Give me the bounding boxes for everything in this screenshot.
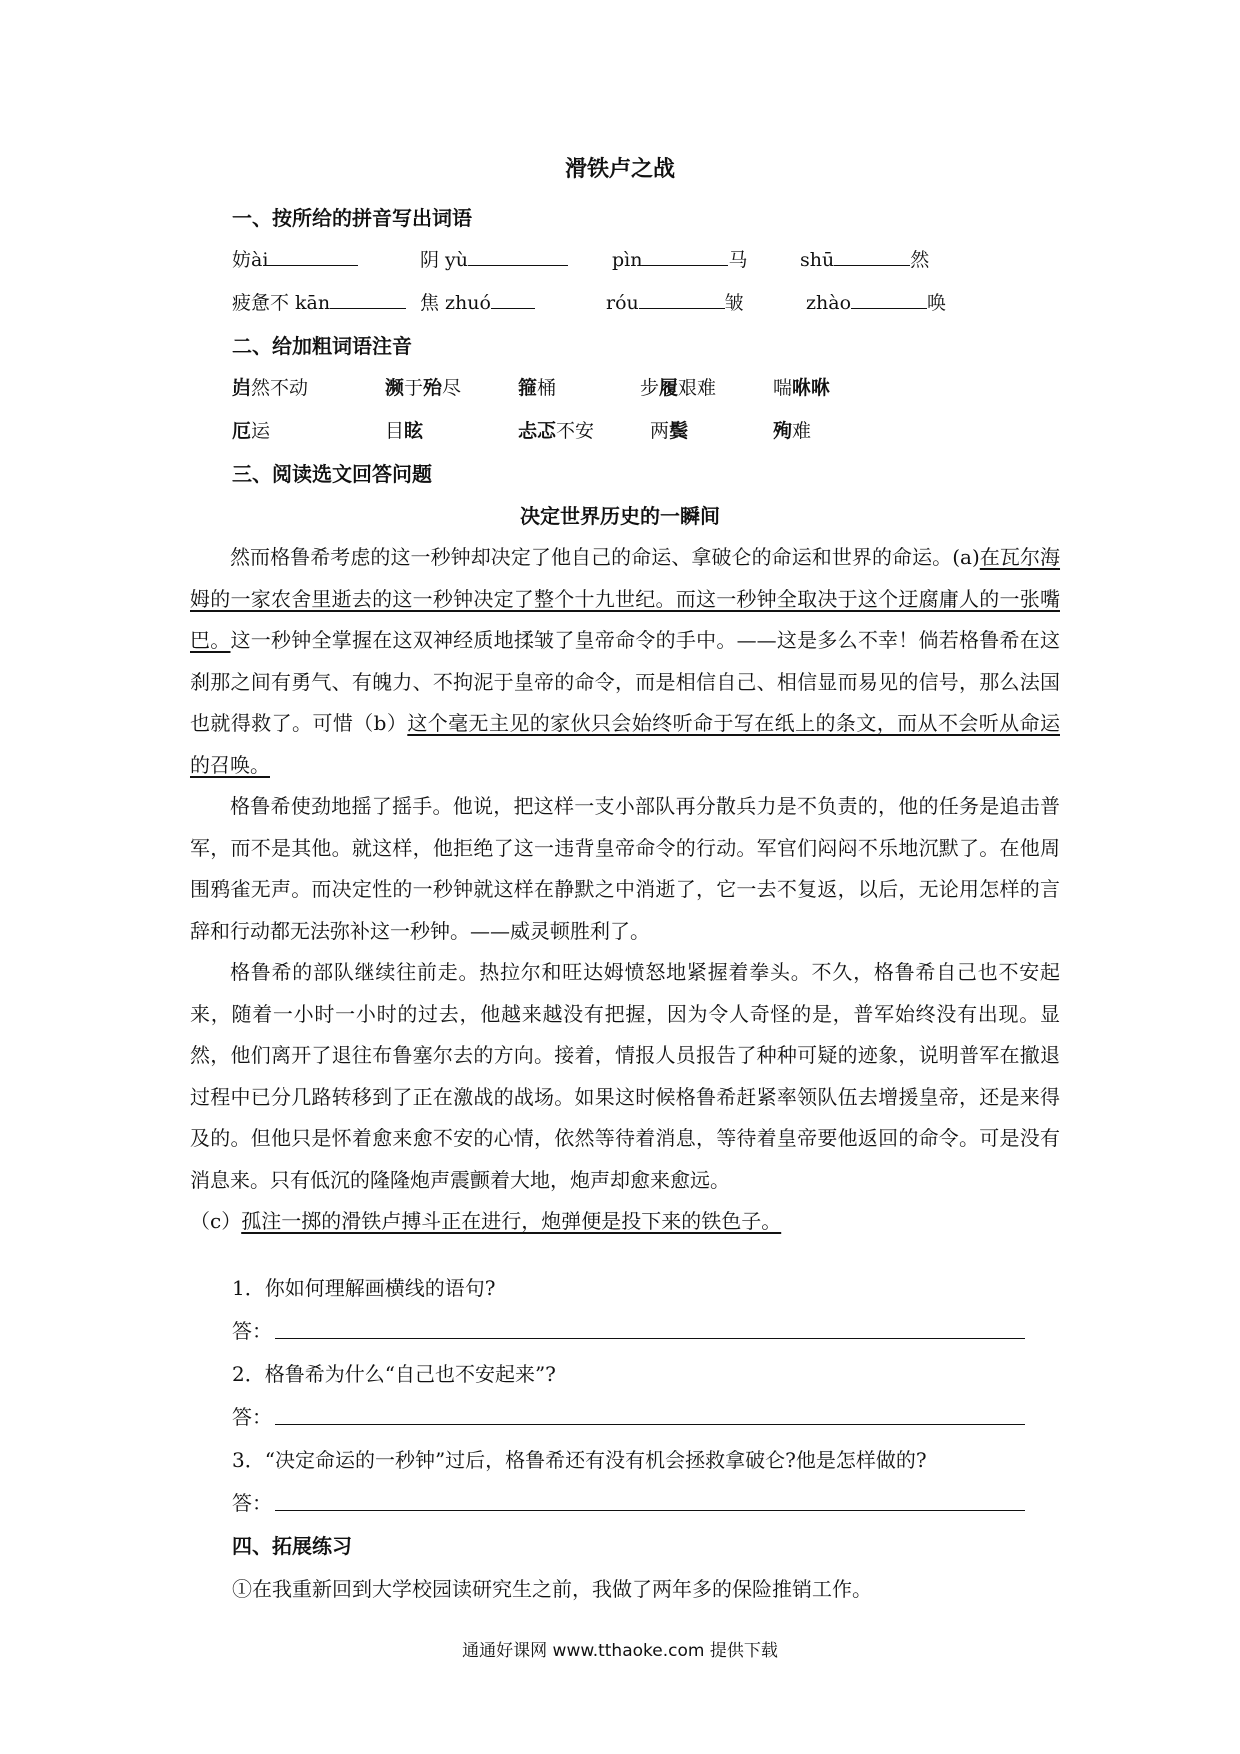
annotation-item: 岿然不动: [232, 377, 309, 399]
page-footer: 通通好课网 www.tthaoke.com 提供下载: [462, 1641, 778, 1661]
pinyin-item: róu 皱: [606, 292, 744, 314]
reading-passage: [190, 537, 1060, 1243]
annotation-item: 两鬓: [650, 420, 689, 442]
passage-paragraph: 格鲁希的部队继续往前走。热拉尔和旺达姆愤怒地紧握着拳头。不久，格鲁希自己也不安起来，随着一小时一小时的过去，他越来越没有把握，因为令人奇怪的是，普军始终没有出现。显然，他们离开了退往布鲁塞尔去的方向。接着，情报人员报告了种种可疑的迹象，说明普军在撤退过程中已分几路转移到了正在激战的战场。如果这时候格鲁希赶紧率领队伍去增援皇帝，还是来得及的。但他只是怀着愈来愈不安的心情，依然等待着消息，等待着皇帝要他返回的命令。可是没有消息来。只有低沉的隆隆炮声震颤着大地，炮声却愈来愈远。: [190, 960, 1060, 1192]
answer-line-3[interactable]: [275, 1510, 1025, 1511]
annotation-item: 目眩: [385, 420, 424, 442]
annotation-item: 忐忑不安: [518, 420, 595, 442]
reading-subtitle: 决定世界历史的一瞬间: [520, 504, 720, 528]
pinyin-item: 阴 yù: [420, 245, 568, 272]
question-3: 3．“决定命运的一秒钟”过后，格鲁希还有没有机会拯救拿破仑?他是怎样做的?: [232, 1448, 927, 1472]
section4-line: ①在我重新回到大学校园读研究生之前，我做了两年多的保险推销工作。: [232, 1577, 872, 1601]
document-title: 滑铁卢之战: [564, 157, 675, 182]
pinyin-item: 妨ài: [232, 245, 358, 272]
annotation-item: 喘咻咻: [773, 377, 831, 399]
answer-label: 答：: [232, 1491, 272, 1515]
pinyin-item: shū 然: [800, 249, 930, 271]
pinyin-item: 焦 zhuó: [420, 288, 535, 315]
section4-heading: 四、拓展练习: [232, 1534, 352, 1558]
pinyin-item: 疲惫不 kān: [232, 288, 406, 315]
passage-paragraph: 格鲁希使劲地摇了摇手。他说，把这样一支小部队再分散兵力是不负责的，他的任务是追击普军，而不是其他。就这样，他拒绝了这一违背皇帝命令的行动。军官们闷闷不乐地沉默了。在他周围鸦雀无声。而决定性的一秒钟就这样在静默之中消逝了，它一去不复返，以后，无论用怎样的言辞和行动都无法弥补这一秒钟。——威灵顿胜利了。: [190, 794, 1060, 943]
pinyin-item: pìn 马: [612, 249, 748, 271]
answer-line-1[interactable]: [275, 1338, 1025, 1339]
answer-label: 答：: [232, 1405, 272, 1429]
passage-paragraph: 然而格鲁希考虑的这一秒钟却决定了他自己的命运、拿破仑的命运和世界的命运。(a)在瓦尔海姆的一家农舍里逝去的这一秒钟决定了整个十九世纪。而这一秒钟全取决于这个迂腐庸人的一张嘴巴。这一秒钟全掌握在这双神经质地揉皱了皇帝命令的手中。——这是多么不幸！倘若格鲁希在这刹那之间有勇气、有魄力、不拘泥于皇帝的命令，而是相信自己、相信显而易见的信号，那么法国也就得救了。可惜（b）这个毫无主见的家伙只会始终听命于写在纸上的条文，而从不会听从命运的召唤。: [190, 545, 1061, 777]
question-2: 2．格鲁希为什么“自己也不安起来”?: [232, 1362, 556, 1386]
section2-heading: 二、给加粗词语注音: [232, 334, 412, 358]
annotation-item: 殉难: [773, 420, 812, 442]
pinyin-item: zhào 唤: [806, 292, 947, 314]
annotation-item: 厄运: [232, 420, 271, 442]
section3-heading: 三、阅读选文回答问题: [232, 462, 432, 486]
answer-line-2[interactable]: [275, 1424, 1025, 1425]
passage-paragraph: （c）孤注一掷的滑铁卢搏斗正在进行，炮弹便是投下来的铁色子。: [190, 1209, 782, 1233]
annotation-item: 步履艰难: [640, 377, 717, 399]
annotation-item: 箍桶: [518, 377, 557, 399]
section1-heading: 一、按所给的拼音写出词语: [232, 206, 472, 230]
answer-label: 答：: [232, 1319, 272, 1343]
question-1: 1．你如何理解画横线的语句?: [232, 1276, 496, 1300]
annotation-item: 濒于殆尽: [385, 377, 462, 399]
